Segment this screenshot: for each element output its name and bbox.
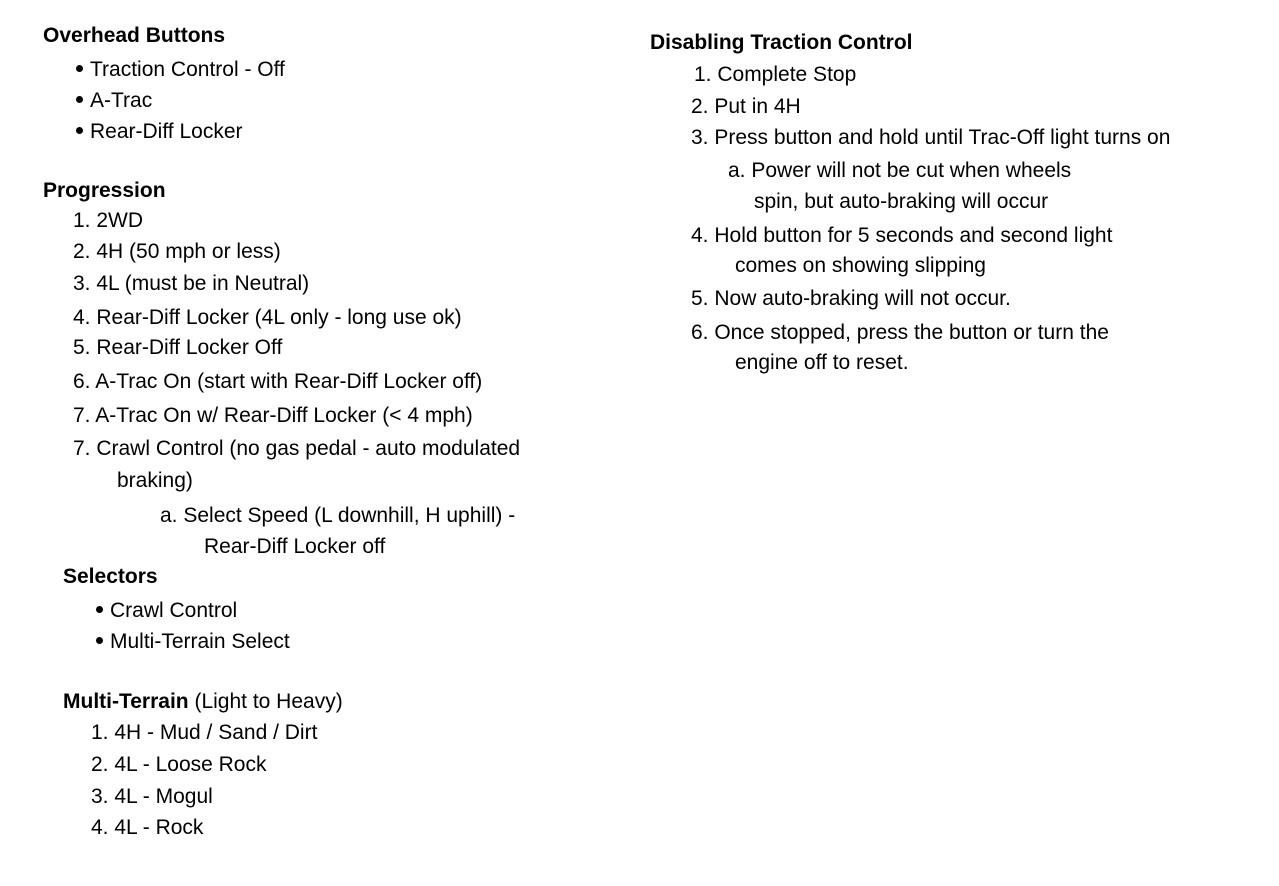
disabling-item-3: 3. Press button and hold until Trac-Off light turns on [691,126,1171,149]
disabling-item-5: 5. Now auto-braking will not occur. [691,287,1011,310]
disabling-item-1: 1. Complete Stop [694,63,857,86]
list-item-label: A-Trac [90,89,153,112]
disabling-subitem-a: a. Power will not be cut when wheels [728,159,1072,182]
selectors-item-mts [96,631,290,652]
multi-terrain-heading-bold: Multi-Terrain [63,690,189,713]
progression-item-7b-cont: braking) [117,469,193,492]
progression-item-3: 3. 4L (must be in Neutral) [73,272,310,295]
bullet-icon [96,637,103,644]
disabling-item-4: 4. Hold button for 5 seconds and second light [691,224,1113,247]
bullet-icon [76,65,83,72]
multi-terrain-heading-suffix: (Light to Heavy) [188,690,343,713]
list-item-label: Traction Control - Off [90,58,285,81]
disabling-subitem-a-cont: spin, but auto-braking will occur [754,190,1049,213]
progression-item-4: 4. Rear-Diff Locker (4L only - long use ok) [73,306,462,329]
overhead-item-rear-diff [76,121,243,142]
multi-terrain-item-1: 1. 4H - Mud / Sand / Dirt [91,721,318,744]
overhead-heading: Overhead Buttons [43,24,226,47]
progression-subitem-a-cont: Rear-Diff Locker off [204,535,386,558]
multi-terrain-item-3: 3. 4L - Mogul [91,785,213,808]
disabling-item-6-cont: engine off to reset. [735,351,909,374]
progression-item-7a: 7. A-Trac On w/ Rear-Diff Locker (< 4 mph) [73,404,473,427]
disabling-item-4-cont: comes on showing slipping [735,254,986,277]
list-item-label: Rear-Diff Locker [90,120,243,143]
bullet-icon [76,96,83,103]
multi-terrain-heading [63,691,343,712]
list-item-label: Multi-Terrain Select [110,630,290,653]
multi-terrain-item-2: 2. 4L - Loose Rock [91,753,267,776]
selectors-heading: Selectors [63,565,158,588]
progression-heading: Progression [43,179,166,202]
progression-item-6: 6. A-Trac On (start with Rear-Diff Locker off) [73,370,483,393]
multi-terrain-item-4: 4. 4L - Rock [91,816,204,839]
progression-item-5: 5. Rear-Diff Locker Off [73,336,283,359]
overhead-item-a-trac [76,90,152,111]
disabling-item-2: 2. Put in 4H [691,95,801,118]
disabling-heading: Disabling Traction Control [650,31,913,54]
disabling-item-6: 6. Once stopped, press the button or turn the [691,321,1109,344]
list-item-label: Crawl Control [110,599,238,622]
bullet-icon [96,606,103,613]
bullet-icon [76,127,83,134]
progression-item-7b: 7. Crawl Control (no gas pedal - auto modulated [73,437,521,460]
overhead-item-traction-control [76,59,285,80]
selectors-item-crawl [96,600,237,621]
progression-item-2: 2. 4H (50 mph or less) [73,240,281,263]
progression-subitem-a: a. Select Speed (L downhill, H uphill) - [160,504,516,527]
progression-item-1: 1. 2WD [73,209,144,232]
